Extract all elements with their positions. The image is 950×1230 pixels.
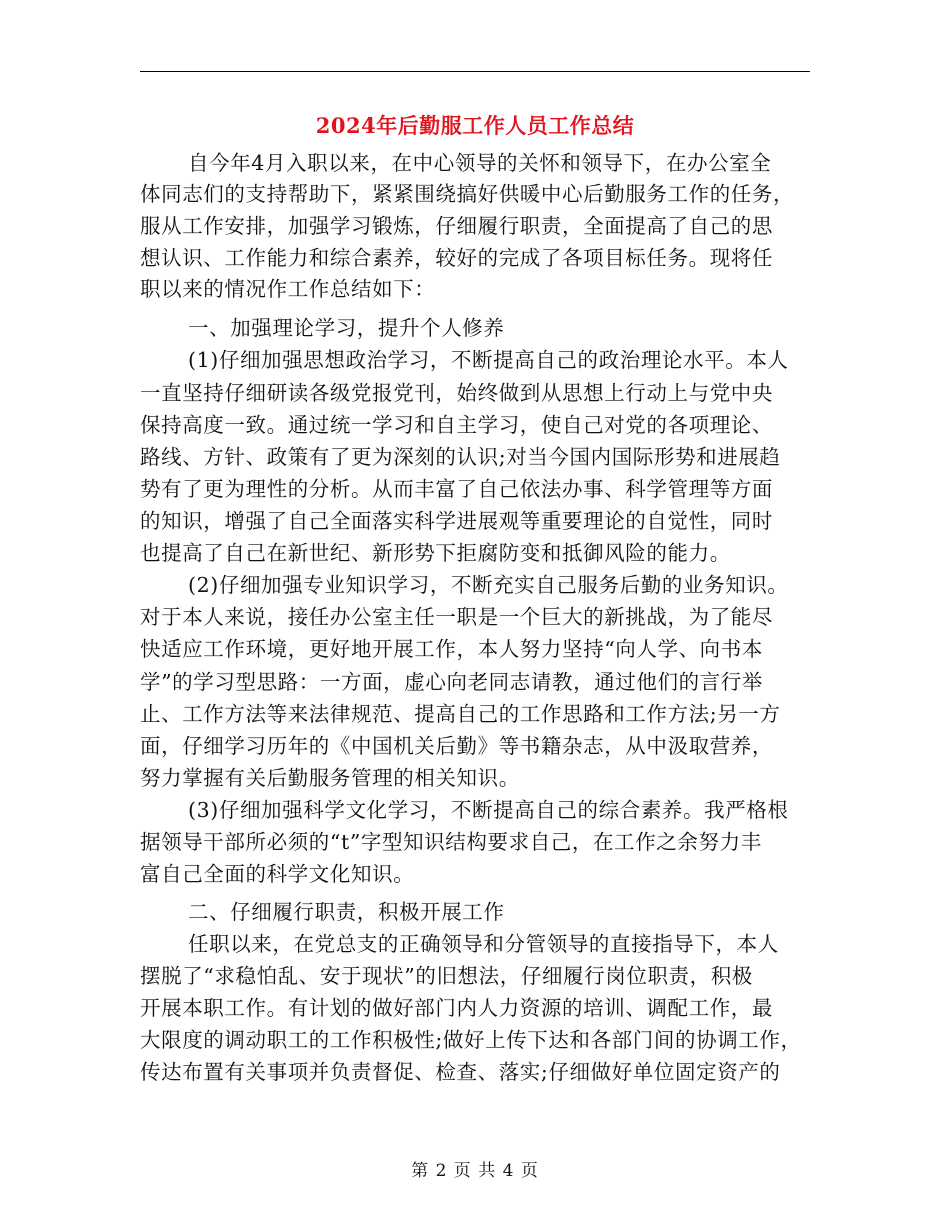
body-line: 止、工作方法等来法律规范、提高自己的工作思路和工作方法;另一方 [140, 702, 781, 726]
body-line: 服从工作安排，加强学习锻炼，仔细履行职责，全面提高了自己的思 [140, 214, 773, 238]
body-line: 保持高度一致。通过统一学习和自主学习，使自己对党的各项理论、 [140, 413, 773, 437]
body-line: 想认识、工作能力和综合素养，较好的完成了各项目标任务。现将任 [140, 246, 773, 270]
section-heading: 一、加强理论学习，提升个人修养 [188, 316, 505, 340]
body-line: 富自己全面的科学文化知识。 [140, 862, 415, 886]
body-line: 开展本职工作。有计划的做好部门内人力资源的培训、调配工作，最 [140, 996, 773, 1020]
body-line: 一直坚持仔细研读各级党报党刊，始终做到从思想上行动上与党中央 [140, 381, 773, 405]
body-line: 学”的学习型思路：一方面，虚心向老同志请教，通过他们的言行举 [140, 670, 763, 694]
body-line: 路线、方针、政策有了更为深刻的认识;对当今国内国际形势和进展趋 [140, 445, 781, 469]
body-line: 势有了更为理性的分析。从而丰富了自己依法办事、科学管理等方面 [140, 477, 773, 501]
body-line: 对于本人来说，接任办公室主任一职是一个巨大的新挑战，为了能尽 [140, 605, 773, 629]
body-line: 摆脱了“求稳怕乱、安于现状”的旧想法，仔细履行岗位职责，积极 [140, 964, 753, 988]
body-line: (3)仔细加强科学文化学习，不断提高自己的综合素养。我严格根 [188, 798, 789, 822]
page-number: 第 2 页 共 4 页 [411, 1161, 539, 1181]
body-line: 职以来的情况作工作总结如下： [140, 277, 436, 301]
body-line: 任职以来，在党总支的正确领导和分管领导的直接指导下，本人 [188, 932, 779, 956]
section-heading: 二、仔细履行职责，积极开展工作 [188, 900, 505, 924]
body-line: 传达布置有关事项并负责督促、检查、落实;仔细做好单位固定资产的 [140, 1060, 781, 1084]
header-rule [140, 71, 810, 72]
body-line: 的知识，增强了自己全面落实科学进展观等重要理论的自觉性，同时 [140, 509, 773, 533]
body-line: (1)仔细加强思想政治学习，不断提高自己的政治理论水平。本人 [188, 348, 789, 372]
body-line: 努力掌握有关后勤服务管理的相关知识。 [140, 766, 520, 790]
body-line: 快适应工作环境，更好地开展工作，本人努力坚持“向人学、向书本 [140, 637, 763, 661]
body-line: 据领导干部所必须的“t”字型知识结构要求自己，在工作之余努力丰 [140, 830, 762, 854]
body-line: (2)仔细加强专业知识学习，不断充实自己服务后勤的业务知识。 [188, 573, 789, 597]
body-line: 自今年4月入职以来，在中心领导的关怀和领导下，在办公室全 [188, 151, 772, 175]
body-line: 也提高了自己在新世纪、新形势下拒腐防变和抵御风险的能力。 [140, 541, 731, 565]
document-title: 2024年后勤服工作人员工作总结 [315, 113, 635, 138]
body-line: 大限度的调动职工的工作积极性;做好上传下达和各部门间的协调工作， [140, 1028, 802, 1052]
body-line: 面，仔细学习历年的《中国机关后勤》等书籍杂志，从中汲取营养， [140, 734, 773, 758]
body-line: 体同志们的支持帮助下，紧紧围绕搞好供暖中心后勤服务工作的任务， [140, 182, 795, 206]
